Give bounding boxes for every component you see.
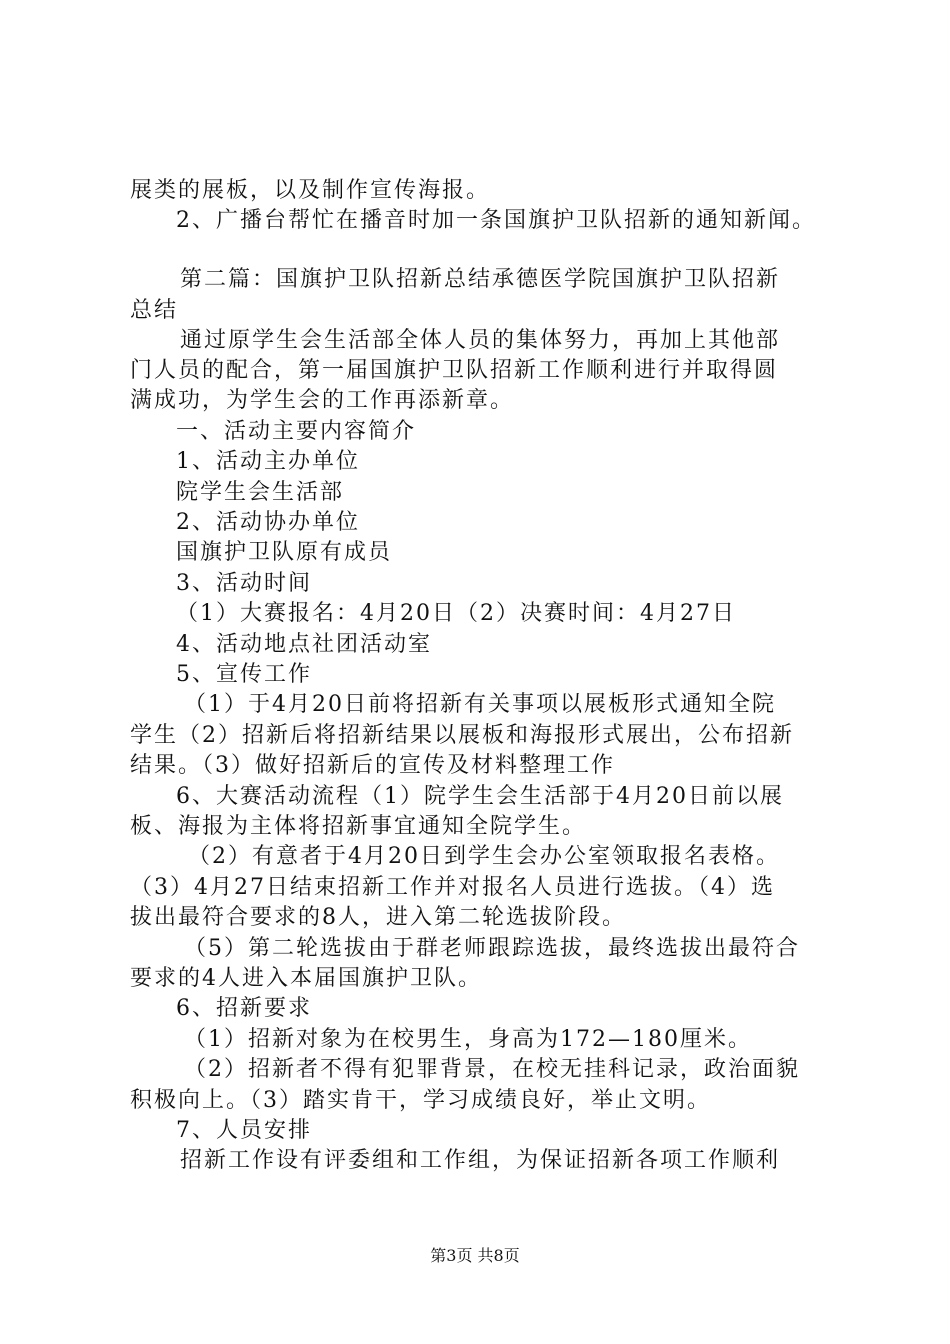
body-text-line: 3、活动时间 [176,571,312,596]
body-text-line: 2、广播台帮忙在播音时加一条国旗护卫队招新的通知新闻。 [176,208,816,233]
body-text-line: （1）大赛报名：4月20日（2）决赛时间：4月27日 [176,601,736,626]
body-text-line: 一、活动主要内容简介 [176,419,417,444]
body-text-line: （1）于4月20日前将招新有关事项以展板形式通知全院 [184,692,776,717]
body-text-line: 学生（2）招新后将招新结果以展板和海报形式展出，公布招新 [130,723,794,748]
body-text-line: 4、活动地点社团活动室 [176,632,432,657]
page-number-footer: 第3页 共8页 [430,1246,520,1265]
body-text-line: 板、海报为主体将招新事宜通知全院学生。 [130,814,587,839]
body-text-line: 要求的4人进入本届国旗护卫队。 [130,966,482,991]
body-text-line: 7、人员安排 [176,1118,312,1143]
body-text-line: 1、活动主办单位 [176,449,360,474]
body-text-line: 通过原学生会生活部全体人员的集体努力，再加上其他部 [180,328,781,353]
body-text-line: 国旗护卫队原有成员 [176,540,393,565]
body-text-line: 5、宣传工作 [176,662,312,687]
body-text-line: （5）第二轮选拔由于群老师跟踪选拔，最终选拔出最符合 [184,936,800,961]
body-text-line: 6、招新要求 [176,996,312,1021]
body-text-line: 2、活动协办单位 [176,510,360,535]
section-heading-line: 总结 [130,298,179,323]
body-text-line: 满成功，为学生会的工作再添新章。 [130,388,515,413]
body-text-line: 招新工作设有评委组和工作组，为保证招新各项工作顺利 [180,1148,781,1173]
body-text-line: 积极向上。（3）踏实肯干，学习成绩良好，举止文明。 [130,1088,711,1113]
body-text-line: 拔出最符合要求的8人，进入第二轮选拔阶段。 [130,905,626,930]
body-text-line: （2）有意者于4月20日到学生会办公室领取报名表格。 [188,844,780,869]
body-text-line: （2）招新者不得有犯罪背景，在校无挂科记录，政治面貌 [184,1057,800,1082]
body-text-line: （3）4月27日结束招新工作并对报名人员进行选拔。（4）选 [130,875,775,900]
body-text-line: 展类的展板，以及制作宣传海报。 [130,178,491,203]
body-text-line: 结果。（3）做好招新后的宣传及材料整理工作 [130,753,615,778]
section-heading-line: 第二篇：国旗护卫队招新总结承德医学院国旗护卫队招新 [180,267,781,292]
body-text-line: （1）招新对象为在校男生，身高为172—180厘米。 [184,1027,752,1052]
body-text-line: 院学生会生活部 [176,480,345,505]
body-text-line: 6、大赛活动流程（1）院学生会生活部于4月20日前以展 [176,784,784,809]
body-text-line: 门人员的配合，第一届国旗护卫队招新工作顺利进行并取得圆 [130,358,779,383]
